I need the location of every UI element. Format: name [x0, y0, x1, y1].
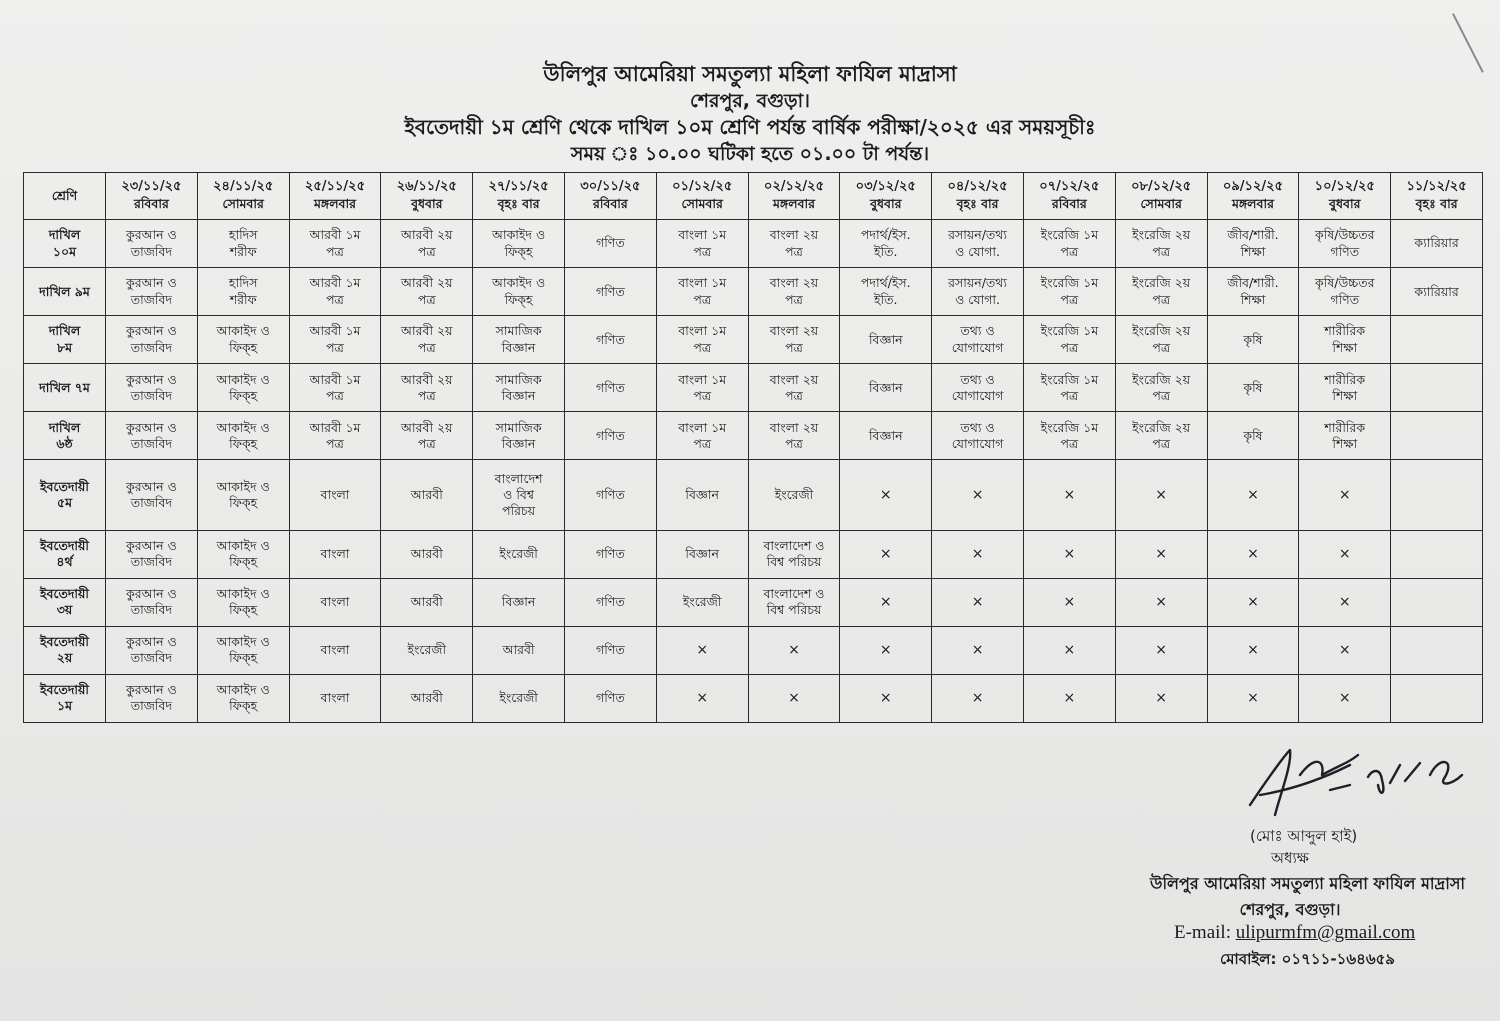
no-exam-mark: ×: [1023, 626, 1115, 674]
subject-cell: ইংরেজী: [656, 578, 748, 626]
exam-weekday: বৃহঃ বার: [1415, 196, 1458, 212]
no-exam-mark: ×: [840, 674, 932, 722]
subject-cell: আরবী: [381, 530, 473, 578]
exam-date: ৩০/১১/২৫: [580, 179, 641, 195]
subject-cell: [1391, 578, 1483, 626]
exam-weekday: মঙ্গলবার: [1231, 196, 1274, 212]
subject-cell: আকাইদ ও ফিক্হ: [197, 626, 289, 674]
exam-weekday: বুধবার: [870, 196, 902, 212]
signature-block: [1140, 735, 1480, 1020]
subject-cell: ইংরেজি ১ম পত্র: [1023, 268, 1115, 316]
date-column-header: [473, 173, 565, 220]
exam-date: ০৭/১২/২৫: [1039, 179, 1100, 195]
exam-weekday: সোমবার: [1140, 196, 1182, 212]
subject-cell: কুরআন ও তাজবিদ: [106, 460, 198, 530]
no-exam-mark: ×: [1207, 530, 1299, 578]
subject-cell: [1391, 460, 1483, 530]
no-exam-mark: ×: [656, 626, 748, 674]
class-name-cell: ইবতেদায়ী ৫ম: [24, 460, 106, 530]
table-row: [24, 460, 1483, 530]
subject-cell: আরবী ১ম পত্র: [289, 364, 381, 412]
no-exam-mark: ×: [840, 626, 932, 674]
exam-weekday: বুধবার: [1329, 196, 1361, 212]
subject-cell: গণিত: [564, 578, 656, 626]
subject-cell: বাংলা: [289, 460, 381, 530]
subject-cell: বিজ্ঞান: [840, 364, 932, 412]
subject-cell: তথ্য ও যোগাযোগ: [932, 316, 1024, 364]
exam-schedule-title: ইবতেদায়ী ১ম শ্রেণি থেকে দাখিল ১০ম শ্রেণি পর্যন্ত বার্ষিক পরীক্ষা/২০২৫ এর সময়সূচীঃ: [404, 115, 1096, 139]
date-column-header: [197, 173, 289, 220]
subject-cell: শারীরিক শিক্ষা: [1299, 364, 1391, 412]
subject-cell: হাদিস শরীফ: [197, 220, 289, 268]
subject-cell: পদার্থ/ইস. ইতি.: [840, 220, 932, 268]
exam-weekday: বৃহঃ বার: [956, 196, 999, 212]
table-row: [24, 412, 1483, 460]
subject-cell: বাংলা ২য় পত্র: [748, 220, 840, 268]
subject-cell: ইংরেজী: [381, 626, 473, 674]
subject-cell: কৃষি: [1207, 412, 1299, 460]
table-header-row: [24, 173, 1483, 220]
subject-cell: হাদিস শরীফ: [197, 268, 289, 316]
email-line: [1174, 922, 1415, 944]
table-row: [24, 364, 1483, 412]
subject-cell: ইংরেজি ২য় পত্র: [1115, 220, 1207, 268]
table-row: [24, 530, 1483, 578]
subject-cell: আরবী ১ম পত্র: [289, 220, 381, 268]
class-name-cell: ইবতেদায়ী ৩য়: [24, 578, 106, 626]
class-name-cell: দাখিল ৯ম: [24, 268, 106, 316]
exam-date: ০৯/১২/২৫: [1222, 179, 1284, 195]
exam-weekday: বৃহঃ বার: [497, 196, 540, 212]
exam-date: ১০/১২/২৫: [1314, 179, 1375, 195]
no-exam-mark: ×: [932, 460, 1024, 530]
class-name-cell: দাখিল ১০ম: [24, 220, 106, 268]
exam-date: ২৫/১১/২৫: [304, 179, 366, 195]
document-header: [0, 60, 1500, 168]
subject-cell: আকাইদ ও ফিক্হ: [197, 578, 289, 626]
subject-cell: বাংলা ২য় পত্র: [748, 412, 840, 460]
subject-cell: সামাজিক বিজ্ঞান: [473, 316, 565, 364]
subject-cell: আকাইদ ও ফিক্হ: [473, 220, 565, 268]
subject-cell: [1391, 316, 1483, 364]
subject-cell: আরবী: [381, 578, 473, 626]
subject-cell: রসায়ন/তথ্য ও যোগা.: [932, 220, 1024, 268]
subject-cell: আরবী ২য় পত্র: [381, 364, 473, 412]
signer-designation: অধ্যক্ষ: [1271, 849, 1309, 867]
table-row: [24, 578, 1483, 626]
table-row: [24, 268, 1483, 316]
subject-cell: সামাজিক বিজ্ঞান: [473, 412, 565, 460]
exam-weekday: রবিবার: [592, 196, 628, 212]
subject-cell: আরবী ২য় পত্র: [381, 220, 473, 268]
exam-date: ০৪/১২/২৫: [947, 179, 1008, 195]
subject-cell: শারীরিক শিক্ষা: [1299, 316, 1391, 364]
signer-name: (মোঃ আব্দুল হাই): [1250, 827, 1358, 845]
subject-cell: রসায়ন/তথ্য ও যোগা.: [932, 268, 1024, 316]
exam-date: ১১/১২/২৫: [1406, 179, 1467, 195]
class-column-header: শ্রেণি: [24, 173, 106, 220]
subject-cell: বাংলা: [289, 530, 381, 578]
subject-cell: গণিত: [564, 364, 656, 412]
subject-cell: কৃষি: [1207, 364, 1299, 412]
signer-institution: উলিপুর আমেরিয়া সমতুল্যা মহিলা ফাযিল মাদ্রাসা: [1150, 874, 1466, 893]
exam-routine-table: [23, 172, 1483, 723]
subject-cell: বাংলা ১ম পত্র: [656, 316, 748, 364]
date-column-header: [1299, 173, 1391, 220]
date-column-header: [656, 173, 748, 220]
subject-cell: বাংলা ১ম পত্র: [656, 364, 748, 412]
subject-cell: বাংলা ১ম পত্র: [656, 268, 748, 316]
email-link[interactable]: ulipurmfm@gmail.com: [1235, 922, 1416, 943]
subject-cell: বিজ্ঞান: [840, 316, 932, 364]
date-column-header: [106, 173, 198, 220]
subject-cell: বাংলা ১ম পত্র: [656, 412, 748, 460]
table-body: [24, 220, 1483, 723]
exam-date: ০১/১২/২৫: [672, 179, 733, 195]
subject-cell: আকাইদ ও ফিক্হ: [473, 268, 565, 316]
class-name-cell: ইবতেদায়ী ১ম: [24, 674, 106, 722]
subject-cell: কুরআন ও তাজবিদ: [106, 364, 198, 412]
table-row: [24, 316, 1483, 364]
exam-time: সময় ঃ ১০.০০ ঘটিকা হতে ০১.০০ টা পর্যন্ত।: [570, 143, 930, 165]
subject-cell: গণিত: [564, 674, 656, 722]
no-exam-mark: ×: [1299, 578, 1391, 626]
no-exam-mark: ×: [932, 530, 1024, 578]
email-label: E-mail:: [1174, 922, 1231, 943]
exam-date: ২৬/১১/২৫: [396, 179, 457, 195]
no-exam-mark: ×: [1023, 460, 1115, 530]
no-exam-mark: ×: [748, 626, 840, 674]
subject-cell: আকাইদ ও ফিক্হ: [197, 460, 289, 530]
subject-cell: আকাইদ ও ফিক্হ: [197, 316, 289, 364]
subject-cell: বাংলাদেশ ও বিশ্ব পরিচয়: [748, 530, 840, 578]
no-exam-mark: ×: [1299, 460, 1391, 530]
no-exam-mark: ×: [1207, 674, 1299, 722]
no-exam-mark: ×: [932, 626, 1024, 674]
subject-cell: আকাইদ ও ফিক্হ: [197, 364, 289, 412]
subject-cell: বাংলা ২য় পত্র: [748, 364, 840, 412]
subject-cell: ইংরেজি ১ম পত্র: [1023, 412, 1115, 460]
subject-cell: বাংলা: [289, 578, 381, 626]
no-exam-mark: ×: [1299, 674, 1391, 722]
institution-location: শেরপুর, বগুড়া।: [690, 90, 810, 112]
exam-weekday: রবিবার: [1051, 196, 1087, 212]
no-exam-mark: ×: [1207, 578, 1299, 626]
no-exam-mark: ×: [1023, 578, 1115, 626]
class-name-cell: ইবতেদায়ী ২য়: [24, 626, 106, 674]
exam-date: ০৩/১২/২৫: [855, 179, 916, 195]
subject-cell: পদার্থ/ইস. ইতি.: [840, 268, 932, 316]
subject-cell: কুরআন ও তাজবিদ: [106, 626, 198, 674]
subject-cell: আরবী: [381, 460, 473, 530]
no-exam-mark: ×: [1023, 530, 1115, 578]
subject-cell: জীব/শারী. শিক্ষা: [1207, 268, 1299, 316]
no-exam-mark: ×: [1115, 460, 1207, 530]
subject-cell: বাংলাদেশ ও বিশ্ব পরিচয়: [748, 578, 840, 626]
subject-cell: বাংলা ২য় পত্র: [748, 268, 840, 316]
exam-date: ০২/১২/২৫: [763, 179, 825, 195]
subject-cell: ইংরেজি ২য় পত্র: [1115, 364, 1207, 412]
exam-date: ২৩/১১/২৫: [121, 179, 182, 195]
subject-cell: ইংরেজি ২য় পত্র: [1115, 316, 1207, 364]
date-column-header: [1115, 173, 1207, 220]
subject-cell: কৃষি: [1207, 316, 1299, 364]
subject-cell: ক্যারিয়ার: [1391, 268, 1483, 316]
no-exam-mark: ×: [1115, 530, 1207, 578]
subject-cell: [1391, 364, 1483, 412]
subject-cell: কুরআন ও তাজবিদ: [106, 316, 198, 364]
date-column-header: [748, 173, 840, 220]
exam-date: ০৮/১২/২৫: [1131, 179, 1192, 195]
subject-cell: ইংরেজি ২য় পত্র: [1115, 412, 1207, 460]
exam-weekday: মঙ্গলবার: [772, 196, 815, 212]
no-exam-mark: ×: [840, 578, 932, 626]
subject-cell: গণিত: [564, 412, 656, 460]
exam-weekday: সোমবার: [681, 196, 723, 212]
exam-date: ২৭/১১/২৫: [488, 179, 549, 195]
subject-cell: আকাইদ ও ফিক্হ: [197, 674, 289, 722]
subject-cell: ইংরেজি ১ম পত্র: [1023, 364, 1115, 412]
subject-cell: বাংলা: [289, 626, 381, 674]
subject-cell: বিজ্ঞান: [473, 578, 565, 626]
no-exam-mark: ×: [1207, 460, 1299, 530]
subject-cell: কৃষি/উচ্চতর গণিত: [1299, 268, 1391, 316]
subject-cell: জীব/শারী. শিক্ষা: [1207, 220, 1299, 268]
subject-cell: ইংরেজী: [473, 674, 565, 722]
subject-cell: আরবী ২য় পত্র: [381, 268, 473, 316]
subject-cell: শারীরিক শিক্ষা: [1299, 412, 1391, 460]
exam-date: ২৪/১১/২৫: [213, 179, 274, 195]
no-exam-mark: ×: [1299, 530, 1391, 578]
exam-weekday: বুধবার: [411, 196, 443, 212]
no-exam-mark: ×: [656, 674, 748, 722]
subject-cell: ইংরেজি ১ম পত্র: [1023, 316, 1115, 364]
no-exam-mark: ×: [1115, 578, 1207, 626]
subject-cell: ক্যারিয়ার: [1391, 220, 1483, 268]
subject-cell: কুরআন ও তাজবিদ: [106, 578, 198, 626]
exam-weekday: সোমবার: [222, 196, 264, 212]
subject-cell: ইংরেজি ১ম পত্র: [1023, 220, 1115, 268]
subject-cell: গণিত: [564, 530, 656, 578]
class-name-cell: দাখিল ৮ম: [24, 316, 106, 364]
date-column-header: [289, 173, 381, 220]
phone-number: মোবাইল: ০১৭১১-১৬৪৬৫৯: [1220, 950, 1396, 968]
subject-cell: সামাজিক বিজ্ঞান: [473, 364, 565, 412]
subject-cell: আকাইদ ও ফিক্হ: [197, 412, 289, 460]
subject-cell: বাংলা ২য় পত্র: [748, 316, 840, 364]
no-exam-mark: ×: [840, 530, 932, 578]
subject-cell: গণিত: [564, 268, 656, 316]
subject-cell: গণিত: [564, 220, 656, 268]
subject-cell: গণিত: [564, 460, 656, 530]
no-exam-mark: ×: [840, 460, 932, 530]
subject-cell: বাংলাদেশ ও বিশ্ব পরিচয়: [473, 460, 565, 530]
subject-cell: ইংরেজি ২য় পত্র: [1115, 268, 1207, 316]
table-row: [24, 220, 1483, 268]
subject-cell: ইংরেজী: [748, 460, 840, 530]
exam-weekday: মঙ্গলবার: [313, 196, 356, 212]
exam-weekday: রবিবার: [133, 196, 169, 212]
subject-cell: আকাইদ ও ফিক্হ: [197, 530, 289, 578]
subject-cell: [1391, 674, 1483, 722]
table-row: [24, 626, 1483, 674]
subject-cell: [1391, 530, 1483, 578]
subject-cell: কুরআন ও তাজবিদ: [106, 220, 198, 268]
signer-location: শেরপুর, বগুড়া।: [1239, 900, 1341, 919]
subject-cell: বাংলা ১ম পত্র: [656, 220, 748, 268]
institution-title: উলিপুর আমেরিয়া সমতুল্যা মহিলা ফাযিল মাদ্রাসা: [543, 62, 957, 86]
subject-cell: আরবী: [473, 626, 565, 674]
subject-cell: বিজ্ঞান: [656, 460, 748, 530]
no-exam-mark: ×: [1115, 674, 1207, 722]
subject-cell: বিজ্ঞান: [840, 412, 932, 460]
subject-cell: [1391, 626, 1483, 674]
date-column-header: [932, 173, 1024, 220]
subject-cell: গণিত: [564, 316, 656, 364]
subject-cell: বিজ্ঞান: [656, 530, 748, 578]
date-column-header: [840, 173, 932, 220]
subject-cell: আরবী ১ম পত্র: [289, 268, 381, 316]
subject-cell: কুরআন ও তাজবিদ: [106, 530, 198, 578]
handwritten-signature: [1230, 735, 1470, 835]
no-exam-mark: ×: [1207, 626, 1299, 674]
no-exam-mark: ×: [748, 674, 840, 722]
subject-cell: আরবী ২য় পত্র: [381, 316, 473, 364]
date-column-header: [1391, 173, 1483, 220]
subject-cell: [1391, 412, 1483, 460]
no-exam-mark: ×: [1023, 674, 1115, 722]
table-row: [24, 674, 1483, 722]
subject-cell: আরবী ১ম পত্র: [289, 316, 381, 364]
subject-cell: বাংলা: [289, 674, 381, 722]
subject-cell: কৃষি/উচ্চতর গণিত: [1299, 220, 1391, 268]
subject-cell: আরবী ১ম পত্র: [289, 412, 381, 460]
date-column-header: [1023, 173, 1115, 220]
subject-cell: কুরআন ও তাজবিদ: [106, 268, 198, 316]
class-name-cell: দাখিল ৭ম: [24, 364, 106, 412]
no-exam-mark: ×: [1299, 626, 1391, 674]
date-column-header: [381, 173, 473, 220]
subject-cell: কুরআন ও তাজবিদ: [106, 674, 198, 722]
subject-cell: আরবী ২য় পত্র: [381, 412, 473, 460]
subject-cell: তথ্য ও যোগাযোগ: [932, 412, 1024, 460]
no-exam-mark: ×: [1115, 626, 1207, 674]
date-column-header: [564, 173, 656, 220]
subject-cell: গণিত: [564, 626, 656, 674]
no-exam-mark: ×: [932, 578, 1024, 626]
class-name-cell: দাখিল ৬ষ্ঠ: [24, 412, 106, 460]
class-name-cell: ইবতেদায়ী ৪র্থ: [24, 530, 106, 578]
subject-cell: আরবী: [381, 674, 473, 722]
subject-cell: ইংরেজী: [473, 530, 565, 578]
subject-cell: কুরআন ও তাজবিদ: [106, 412, 198, 460]
date-column-header: [1207, 173, 1299, 220]
no-exam-mark: ×: [932, 674, 1024, 722]
subject-cell: তথ্য ও যোগাযোগ: [932, 364, 1024, 412]
